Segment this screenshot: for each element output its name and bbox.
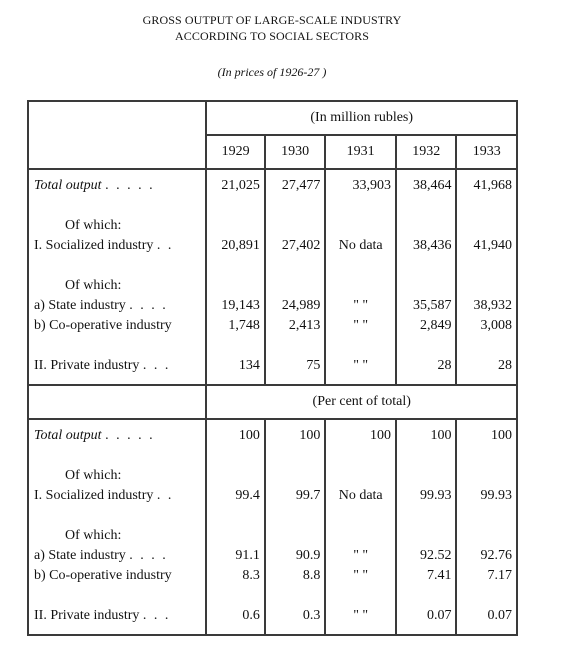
table-title: GROSS OUTPUT OF LARGE-SCALE INDUSTRY [142, 13, 402, 27]
cell-socialized: 99.93 [419, 488, 452, 503]
row-label-total: Total output . . . . . [34, 178, 155, 193]
cell-socialized: 41,940 [473, 238, 512, 253]
cell-state: 35,587 [412, 298, 452, 313]
cell-state: 19,143 [221, 298, 260, 313]
cell-state: 90.9 [295, 548, 321, 563]
row-label-of-which: Of which: [65, 468, 122, 483]
row-label-state: a) State industry . . . . [34, 298, 168, 313]
unit-label-per-cent: (Per cent of total) [206, 385, 517, 419]
cell-state: 92.76 [480, 548, 512, 563]
cell-coop: 8.8 [302, 568, 321, 583]
unit-row-million-rubles [28, 101, 517, 135]
table-title-line-2: ACCORDING TO SOCIAL SECTORS [175, 29, 369, 43]
cell-coop: 2,849 [419, 318, 452, 333]
cell-private: " " [353, 358, 369, 373]
column-1933 [456, 169, 517, 385]
column-1931 [325, 169, 396, 385]
row-label-socialized: I. Socialized industry . . [34, 488, 174, 503]
row-label-of-which: Of which: [65, 218, 122, 233]
cell-socialized: 99.4 [235, 488, 260, 503]
cell-socialized: 99.93 [480, 488, 512, 503]
row-label-coop: b) Co-operative industry [34, 318, 172, 333]
column-1933 [456, 419, 517, 635]
row-label-private: II. Private industry . . . [34, 608, 171, 623]
column-1932 [396, 419, 456, 635]
cell-coop: " " [353, 318, 369, 333]
row-labels-per-cent [28, 419, 206, 635]
cell-socialized: 20,891 [221, 238, 260, 253]
unit-row-per-cent [28, 385, 517, 419]
cell-total: 100 [430, 428, 452, 443]
cell-total: 21,025 [221, 178, 260, 193]
row-label-coop: b) Co-operative industry [34, 568, 172, 583]
cell-state: 92.52 [419, 548, 452, 563]
cell-total: 100 [369, 428, 391, 443]
cell-total: 27,477 [281, 178, 321, 193]
column-1931 [325, 419, 396, 635]
cell-socialized: 38,436 [412, 238, 452, 253]
row-label-total: Total output . . . . . [34, 428, 155, 443]
cell-private: 0.3 [302, 608, 321, 623]
cell-coop: 7.17 [487, 568, 512, 583]
data-block-million-rubles [28, 169, 517, 385]
cell-total: 100 [491, 428, 512, 443]
cell-socialized: No data [338, 488, 383, 503]
row-label-state: a) State industry . . . . [34, 548, 168, 563]
cell-private: 28 [437, 358, 452, 373]
column-1930 [265, 169, 325, 385]
year-header-1930: 1930 [265, 135, 325, 169]
cell-socialized: 27,402 [281, 238, 321, 253]
cell-private: 75 [306, 358, 321, 373]
row-labels-million-rubles [28, 169, 206, 385]
cell-state: 91.1 [235, 548, 260, 563]
cell-coop: 2,413 [288, 318, 321, 333]
cell-private: " " [353, 608, 369, 623]
cell-private: 0.07 [487, 608, 512, 623]
header-blank-cell [28, 385, 206, 419]
cell-coop: 7.41 [426, 568, 452, 583]
cell-coop: 1,748 [228, 318, 260, 333]
cell-state: " " [353, 298, 369, 313]
column-1930 [265, 419, 325, 635]
column-1932 [396, 169, 456, 385]
cell-state: 38,932 [473, 298, 512, 313]
cell-coop: " " [353, 568, 369, 583]
row-label-of-which: Of which: [65, 528, 122, 543]
year-header-1932: 1932 [396, 135, 456, 169]
header-blank-cell [28, 101, 206, 169]
cell-socialized: No data [338, 238, 383, 253]
cell-coop: 8.3 [242, 568, 260, 583]
cell-private: 0.07 [426, 608, 452, 623]
unit-label-million-rubles: (In million rubles) [206, 101, 517, 135]
year-header-1933: 1933 [456, 135, 517, 169]
column-1929 [206, 169, 264, 385]
cell-total: 100 [238, 428, 260, 443]
cell-state: 24,989 [281, 298, 321, 313]
column-1929 [206, 419, 264, 635]
data-block-per-cent [28, 419, 517, 635]
cell-total: 33,903 [352, 178, 391, 193]
cell-total: 38,464 [412, 178, 452, 193]
year-header-1929: 1929 [206, 135, 264, 169]
cell-total: 100 [299, 428, 321, 443]
cell-private: 28 [498, 358, 512, 373]
cell-coop: 3,008 [480, 318, 512, 333]
cell-state: " " [353, 548, 369, 563]
price-basis-note: (In prices of 1926-27 ) [217, 65, 327, 79]
year-header-1931: 1931 [325, 135, 396, 169]
row-label-socialized: I. Socialized industry . . [34, 238, 174, 253]
cell-private: 0.6 [242, 608, 260, 623]
row-label-private: II. Private industry . . . [34, 358, 171, 373]
row-label-of-which: Of which: [65, 278, 122, 293]
cell-total: 41,968 [473, 178, 512, 193]
cell-socialized: 99.7 [295, 488, 321, 503]
gross-output-table [27, 100, 518, 636]
cell-private: 134 [238, 358, 260, 373]
